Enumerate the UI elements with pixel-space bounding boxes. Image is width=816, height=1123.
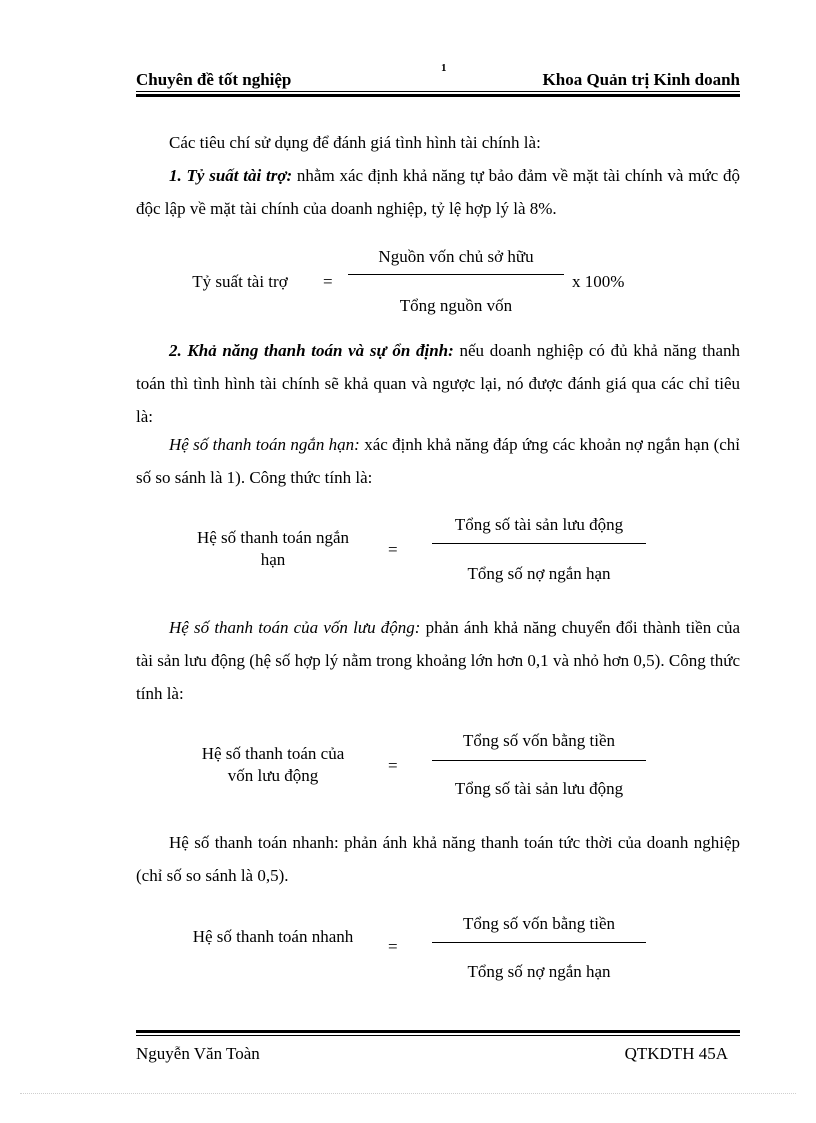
formula1-numerator: Nguồn vốn chủ sở hữu: [378, 247, 534, 266]
item2-paragraph: [136, 334, 740, 433]
header-rule-thin: [136, 91, 740, 92]
formula4-fraction-bar: [432, 942, 646, 943]
formula1-multiplier: x 100%: [572, 272, 625, 291]
footer-author: Nguyễn Văn Toàn: [136, 1044, 260, 1063]
item1-paragraph: [136, 159, 740, 225]
short-term-term: Hệ số thanh toán ngắn hạn:: [169, 435, 360, 454]
formula2-label: [168, 527, 378, 571]
header-rule-thick: [136, 94, 740, 97]
short-term-text: xác định khả năng đáp ứng các khoản nợ ngắn hạn (chỉ số so sánh là 1). Công thức tính là:: [136, 435, 741, 487]
footer-class: QTKDTH 45A: [624, 1044, 728, 1063]
formula4-numerator: Tổng số vốn bằng tiền: [462, 914, 616, 933]
intro-text: Các tiêu chí sử dụng để đánh giá tình hình tài chính là:: [169, 133, 541, 152]
working-capital-text: phản ánh khả năng chuyển đổi thành tiền của tài sản lưu động (hệ số hợp lý nằm trong khoảng lớn hơn 0,1 và nhỏ hơn 0,5). Công thức tính là:: [136, 618, 740, 703]
formula2-fraction-bar: [432, 543, 646, 544]
header-left: Chuyên đề tốt nghiệp: [136, 70, 292, 89]
header-right: Khoa Quản trị Kinh doanh: [542, 70, 740, 89]
formula3-numerator: Tổng số vốn bằng tiền: [462, 731, 616, 750]
formula1-fraction-bar: [348, 274, 564, 275]
item2-heading: 2. Khả năng thanh toán và sự ổn định:: [169, 341, 454, 360]
formula3-equals: =: [388, 756, 398, 775]
item2-text: nếu doanh nghiệp có đủ khả năng thanh toán thì tình hình tài chính sẽ khả quan và ngược lại, nó được đánh giá qua các chỉ tiêu là:: [136, 341, 741, 426]
formula2-denominator: Tổng số nợ ngắn hạn: [467, 564, 611, 583]
formula4-label: Hệ số thanh toán nhanh: [192, 927, 354, 946]
quick-text: Hệ số thanh toán nhanh: phản ánh khả năng thanh toán tức thời của doanh nghiệp (chỉ số so sánh là 0,5).: [136, 833, 740, 885]
footer-rule-thin: [136, 1035, 740, 1036]
working-capital-term: Hệ số thanh toán của vốn lưu động:: [169, 618, 421, 637]
formula2-equals: =: [388, 540, 398, 559]
page-number: 1: [441, 62, 447, 74]
formula3-label-line1: Hệ số thanh toán của: [201, 744, 345, 763]
item1-heading: 1. Tỷ suất tài trợ:: [169, 166, 293, 185]
intro-paragraph: [136, 126, 740, 159]
page-edge-divider: [20, 1093, 796, 1094]
formula3-label-line2: vốn lưu động: [227, 766, 319, 785]
formula1-equals: =: [323, 272, 333, 291]
short-term-paragraph: [136, 428, 740, 494]
footer-rule-thick: [136, 1030, 740, 1033]
formula4-equals: =: [388, 937, 398, 956]
formula2-label-line2: hạn: [260, 550, 286, 569]
formula3-label: [168, 743, 378, 787]
item1-text: nhằm xác định khả năng tự bảo đảm về mặt tài chính và mức độ độc lập về mặt tài chính của doanh nghiệp, tỷ lệ hợp lý là 8%.: [136, 166, 740, 218]
formula1-denominator: Tổng nguồn vốn: [399, 296, 513, 315]
formula1-label: Tỷ suất tài trợ: [192, 272, 288, 291]
formula3-denominator: Tổng số tài sản lưu động: [454, 779, 624, 798]
formula2-numerator: Tổng số tài sản lưu động: [454, 515, 624, 534]
formula3-fraction-bar: [432, 760, 646, 761]
working-capital-paragraph: [136, 611, 740, 710]
formula2-label-line1: Hệ số thanh toán ngắn: [196, 528, 350, 547]
formula4-denominator: Tổng số nợ ngắn hạn: [467, 962, 611, 981]
quick-paragraph: [136, 826, 740, 892]
